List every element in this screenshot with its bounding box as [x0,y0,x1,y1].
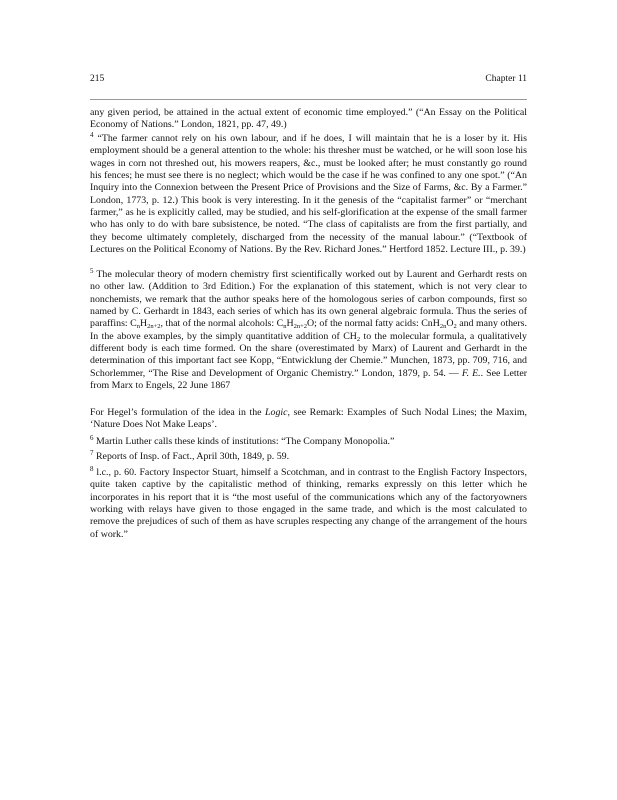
hegel-note [90,407,527,432]
footnote-8 [90,467,527,541]
footnote-text: H [139,318,148,330]
footnote-text: and many others. In the above examples, by the simply quantitative addition of CH [90,318,527,342]
footnote-4 [90,133,527,256]
footnote-text: O [446,318,454,330]
footnote-text: Martin Luther calls these kinds of institutions: “The Company Monopolia.” [93,436,395,447]
subscript: 2n+2 [147,323,161,331]
page-number: 215 [90,74,105,84]
footnote-number: 5 [90,267,94,275]
footnote-7 [90,451,527,463]
italic-text: Logic [265,407,288,418]
footnote-text: . See Letter from Marx to Engels, 22 June 1867 [90,367,527,392]
subscript: 2n+2 [293,323,308,331]
italic-text: F. E. [461,367,481,379]
footnote-number: 6 [90,434,94,442]
note-text: For Hegel’s formulation of the idea in the [90,407,266,418]
subscript: n [136,323,140,331]
header-divider [90,99,527,100]
note-text: , see Remark: Examples of Such Nodal Lines; the Maxim, ‘Nature Does Not Make Leaps’. [90,407,527,431]
footnote-number: 8 [90,465,94,473]
subscript: n [283,323,287,331]
footnote-text: to the molecular formula, a qualitatively different body is each time formed. On the share (overestimated by Marx) of Laurent and Gerhardt in the determination of this important fact see Kopp, “Entwicklung der Chemie.” Munchen, 1873, pp. 709, 716, and Schorlemmer, “The Rise and Development of Organic Chemistry.” London, 1879, p. 54. — [90,330,527,379]
footnote-text: The molecular theory of modern chemistry first scientifically worked out by Laurent and Gerhardt rests on no other law. (Addition to 3rd Edition.) For the explanation of this statement, which is not very clear to nonchemists, we remark that the author speaks here of the homologous series of carbon compounds, first so named by C. Gerhardt in 1843, each series of which has its own general algebraic formula. Thus the series of paraffins: C [90,269,527,330]
footnote-text: Reports of Insp. of Fact., April 30th, 1849, p. 59. [93,451,290,462]
footnote-text: l.c., p. 60. Factory Inspector Stuart, himself a Scotchman, and in contrast to the English Factory Inspectors, quite taken captive by the capitalistic method of thinking, remarks expressly on this letter which he incorporates in his report that it is “the most useful of the communications which any of the factoryowners working with relays have given to those engaged in the same trade, and which is the most calculated to remove the prejudices of such of them as have scruples respecting any change of the arrangement of the hours of work.” [90,467,527,540]
paragraph-continuation: any given period, be attained in the actual extent of economic time employed.” (“An Essay on the Political Economy of Nations.” London, 1821, pp. 47, 49.) [90,107,527,131]
subscript: 2 [453,323,457,331]
footnote-number: 4 [90,131,94,139]
subscript: 2 [356,335,361,343]
subscript: 2n [439,323,447,331]
footnote-5 [90,269,527,392]
chapter-title: Chapter 11 [485,74,527,84]
footnote-text: O; of the normal fatty acids: CnH [307,318,440,330]
footnote-text: “The farmer cannot rely on his own labour, and if he does, I will maintain that he is a loser by it. His employment should be a general attention to the whole: his thresher must be watched, or he will soon lose his wages in corn not threshed out, his mowers reapers, &c., must be looked after; he must constantly go round his fences; he must see there is no neglect; which would be the case if he was confined to any one spot.” (“An Inquiry into the Connexion between the Present Price of Provisions and the Size of Farms, &c. By a Farmer.” London, 1773, p. 12.) This book is very interesting. In it the genesis of the “capitalist farmer” or “merchant farmer,” as he is explicitly called, may be studied, and his self-glorification at the expense of the small farmer who has only to do with bare subsistence, be noted. “The class of capitalists are from the first partially, and they become ultimately completely, discharged from the necessity of the manual labour.” (“Textbook of Lectures on the Political Economy of Nations. By the Rev. Richard Jones.” Hertford 1852. Lecture III., p. 39.) [90,133,527,256]
footnote-text: H [286,318,294,330]
footnote-number: 7 [90,449,94,457]
footnote-text: , that of the normal alcohols: C [160,318,284,330]
footnote-6 [90,436,527,448]
